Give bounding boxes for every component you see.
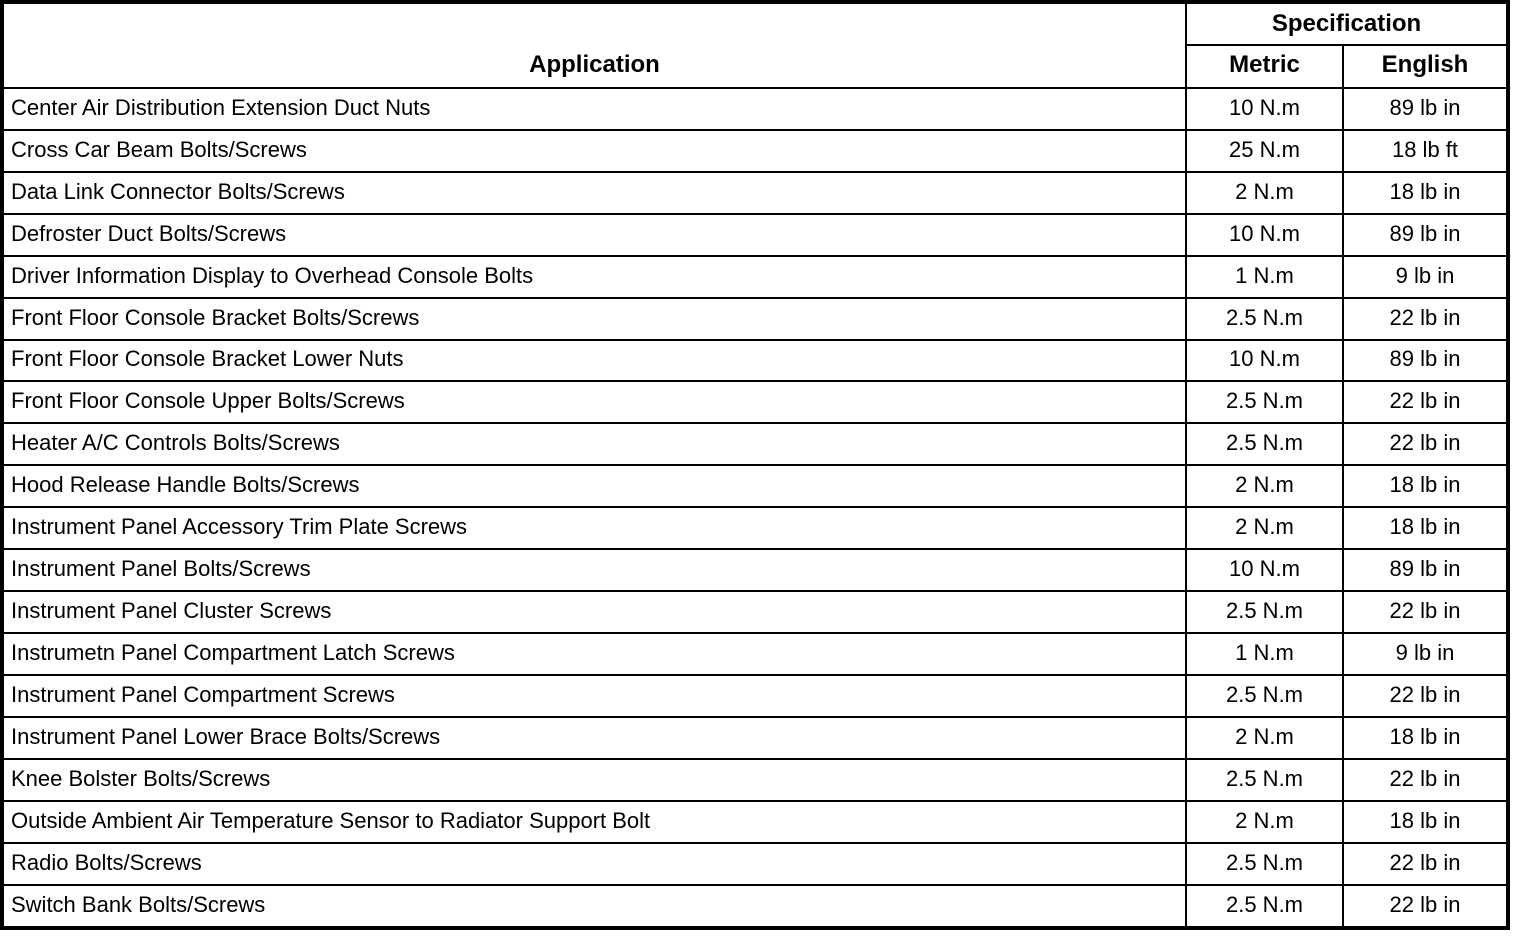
table-row bbox=[2, 172, 1508, 214]
table-row bbox=[2, 549, 1508, 591]
table-row bbox=[2, 843, 1508, 885]
application-cell: Front Floor Console Bracket Bolts/Screws bbox=[2, 298, 1186, 340]
english-value-cell: 89 lb in bbox=[1343, 214, 1508, 256]
table-row bbox=[2, 88, 1508, 130]
english-value-cell: 89 lb in bbox=[1343, 549, 1508, 591]
metric-value-cell: 2 N.m bbox=[1186, 465, 1343, 507]
application-cell: Instrumetn Panel Compartment Latch Screws bbox=[2, 633, 1186, 675]
english-value-cell: 22 lb in bbox=[1343, 591, 1508, 633]
metric-value-cell: 2 N.m bbox=[1186, 801, 1343, 843]
table-row bbox=[2, 130, 1508, 172]
table-row bbox=[2, 340, 1508, 382]
table-row bbox=[2, 465, 1508, 507]
application-cell: Cross Car Beam Bolts/Screws bbox=[2, 130, 1186, 172]
metric-value-cell: 10 N.m bbox=[1186, 88, 1343, 130]
table-header bbox=[2, 2, 1508, 88]
table-row bbox=[2, 801, 1508, 843]
application-cell: Radio Bolts/Screws bbox=[2, 843, 1186, 885]
english-value-cell: 18 lb in bbox=[1343, 507, 1508, 549]
metric-value-cell: 2 N.m bbox=[1186, 172, 1343, 214]
application-cell: Data Link Connector Bolts/Screws bbox=[2, 172, 1186, 214]
table-row bbox=[2, 717, 1508, 759]
metric-value-cell: 2 N.m bbox=[1186, 717, 1343, 759]
english-value-cell: 22 lb in bbox=[1343, 885, 1508, 928]
table-body bbox=[2, 88, 1508, 928]
table-row bbox=[2, 381, 1508, 423]
application-cell: Instrument Panel Lower Brace Bolts/Screws bbox=[2, 717, 1186, 759]
application-cell: Instrument Panel Cluster Screws bbox=[2, 591, 1186, 633]
metric-value-cell: 10 N.m bbox=[1186, 340, 1343, 382]
application-cell: Instrument Panel Compartment Screws bbox=[2, 675, 1186, 717]
english-value-cell: 18 lb ft bbox=[1343, 130, 1508, 172]
header-row-specification bbox=[2, 2, 1508, 45]
application-cell: Knee Bolster Bolts/Screws bbox=[2, 759, 1186, 801]
application-cell: Instrument Panel Bolts/Screws bbox=[2, 549, 1186, 591]
metric-value-cell: 10 N.m bbox=[1186, 214, 1343, 256]
application-cell: Defroster Duct Bolts/Screws bbox=[2, 214, 1186, 256]
application-column-header: Application bbox=[2, 2, 1186, 88]
metric-value-cell: 2.5 N.m bbox=[1186, 675, 1343, 717]
english-column-header: English bbox=[1343, 45, 1508, 88]
metric-value-cell: 2.5 N.m bbox=[1186, 298, 1343, 340]
english-value-cell: 22 lb in bbox=[1343, 298, 1508, 340]
metric-value-cell: 2.5 N.m bbox=[1186, 591, 1343, 633]
table-row bbox=[2, 759, 1508, 801]
metric-value-cell: 2.5 N.m bbox=[1186, 843, 1343, 885]
table-row bbox=[2, 256, 1508, 298]
table-row bbox=[2, 507, 1508, 549]
table-row bbox=[2, 214, 1508, 256]
english-value-cell: 9 lb in bbox=[1343, 256, 1508, 298]
metric-value-cell: 2.5 N.m bbox=[1186, 759, 1343, 801]
metric-value-cell: 1 N.m bbox=[1186, 633, 1343, 675]
english-value-cell: 22 lb in bbox=[1343, 843, 1508, 885]
metric-value-cell: 10 N.m bbox=[1186, 549, 1343, 591]
table-row bbox=[2, 298, 1508, 340]
english-value-cell: 18 lb in bbox=[1343, 172, 1508, 214]
english-value-cell: 22 lb in bbox=[1343, 381, 1508, 423]
metric-value-cell: 2.5 N.m bbox=[1186, 423, 1343, 465]
english-value-cell: 22 lb in bbox=[1343, 759, 1508, 801]
english-value-cell: 9 lb in bbox=[1343, 633, 1508, 675]
english-value-cell: 18 lb in bbox=[1343, 801, 1508, 843]
metric-value-cell: 1 N.m bbox=[1186, 256, 1343, 298]
english-value-cell: 22 lb in bbox=[1343, 423, 1508, 465]
application-cell: Heater A/C Controls Bolts/Screws bbox=[2, 423, 1186, 465]
application-cell: Center Air Distribution Extension Duct Nuts bbox=[2, 88, 1186, 130]
metric-column-header: Metric bbox=[1186, 45, 1343, 88]
english-value-cell: 89 lb in bbox=[1343, 340, 1508, 382]
application-cell: Hood Release Handle Bolts/Screws bbox=[2, 465, 1186, 507]
specification-column-header: Specification bbox=[1186, 2, 1508, 45]
application-cell: Driver Information Display to Overhead Console Bolts bbox=[2, 256, 1186, 298]
application-cell: Outside Ambient Air Temperature Sensor to Radiator Support Bolt bbox=[2, 801, 1186, 843]
english-value-cell: 18 lb in bbox=[1343, 717, 1508, 759]
table-row bbox=[2, 675, 1508, 717]
application-cell: Instrument Panel Accessory Trim Plate Screws bbox=[2, 507, 1186, 549]
table-row bbox=[2, 885, 1508, 928]
english-value-cell: 22 lb in bbox=[1343, 675, 1508, 717]
table-row bbox=[2, 633, 1508, 675]
application-cell: Switch Bank Bolts/Screws bbox=[2, 885, 1186, 928]
english-value-cell: 18 lb in bbox=[1343, 465, 1508, 507]
table-row bbox=[2, 423, 1508, 465]
table-row bbox=[2, 591, 1508, 633]
application-cell: Front Floor Console Upper Bolts/Screws bbox=[2, 381, 1186, 423]
metric-value-cell: 25 N.m bbox=[1186, 130, 1343, 172]
metric-value-cell: 2.5 N.m bbox=[1186, 885, 1343, 928]
application-cell: Front Floor Console Bracket Lower Nuts bbox=[2, 340, 1186, 382]
english-value-cell: 89 lb in bbox=[1343, 88, 1508, 130]
metric-value-cell: 2.5 N.m bbox=[1186, 381, 1343, 423]
metric-value-cell: 2 N.m bbox=[1186, 507, 1343, 549]
